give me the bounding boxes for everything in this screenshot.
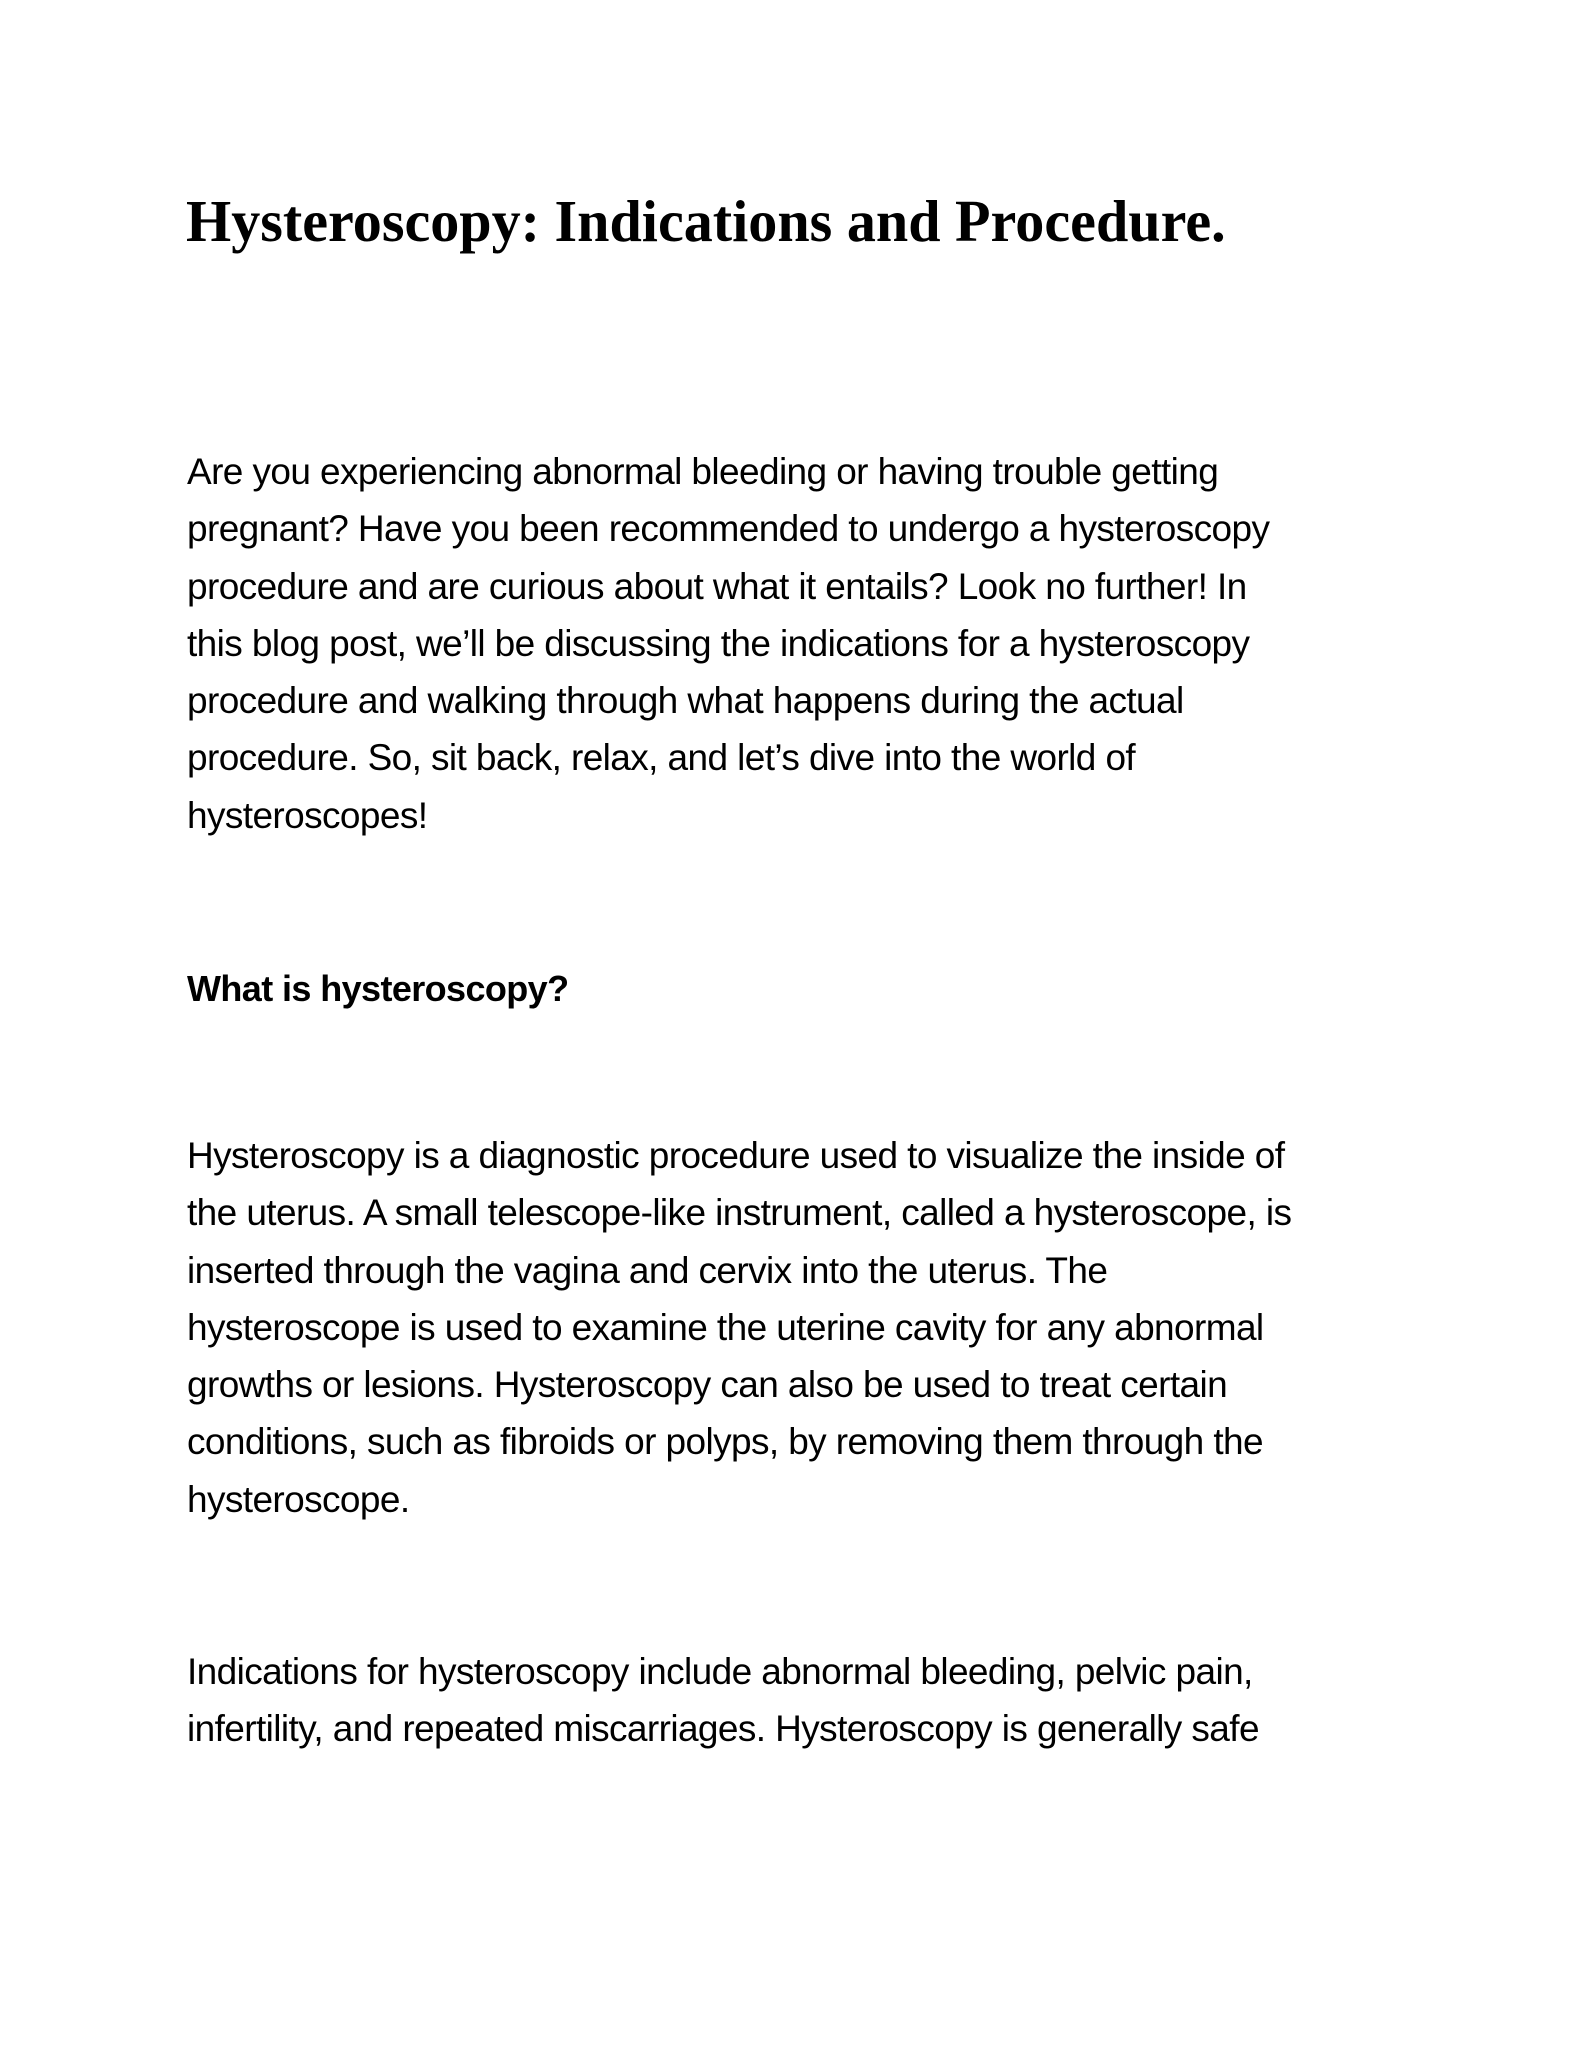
intro-paragraph	[187, 443, 1269, 844]
paragraph-line: Hysteroscopy is a diagnostic procedure used to visualize the inside of	[187, 1135, 1285, 1176]
paragraph-line: hysteroscopes!	[187, 794, 428, 836]
indications-paragraph	[187, 1643, 1259, 1758]
paragraph-line: conditions, such as fibroids or polyps, by removing them through the	[187, 1421, 1263, 1463]
paragraph-line: infertility, and repeated miscarriages. Hysteroscopy is generally safe	[187, 1708, 1259, 1750]
definition-paragraph	[187, 1127, 1291, 1528]
paragraph-line: procedure and are curious about what it entails? Look no further! In	[187, 565, 1247, 607]
paragraph-line: this blog post, we’ll be discussing the indications for a hysteroscopy	[187, 622, 1250, 664]
paragraph-line: procedure and walking through what happens during the actual	[187, 680, 1184, 722]
page-title: Hysteroscopy: Indications and Procedure.	[186, 188, 1226, 254]
paragraph-line: pregnant? Have you been recommended to undergo a hysteroscopy	[187, 508, 1270, 550]
paragraph-line: Indications for hysteroscopy include abnormal bleeding, pelvic pain,	[187, 1651, 1253, 1692]
paragraph-line: inserted through the vagina and cervix into the uterus. The	[187, 1249, 1108, 1291]
paragraph-line: the uterus. A small telescope-like instrument, called a hysteroscope, is	[187, 1192, 1292, 1234]
paragraph-line: Are you experiencing abnormal bleeding or having trouble getting	[187, 451, 1219, 492]
paragraph-line: growths or lesions. Hysteroscopy can also be used to treat certain	[187, 1364, 1228, 1406]
section-heading: What is hysteroscopy?	[187, 968, 569, 1009]
paragraph-line: hysteroscope is used to examine the uterine cavity for any abnormal	[187, 1306, 1264, 1348]
paragraph-line: hysteroscope.	[187, 1478, 410, 1520]
paragraph-line: procedure. So, sit back, relax, and let’s dive into the world of	[187, 737, 1136, 779]
